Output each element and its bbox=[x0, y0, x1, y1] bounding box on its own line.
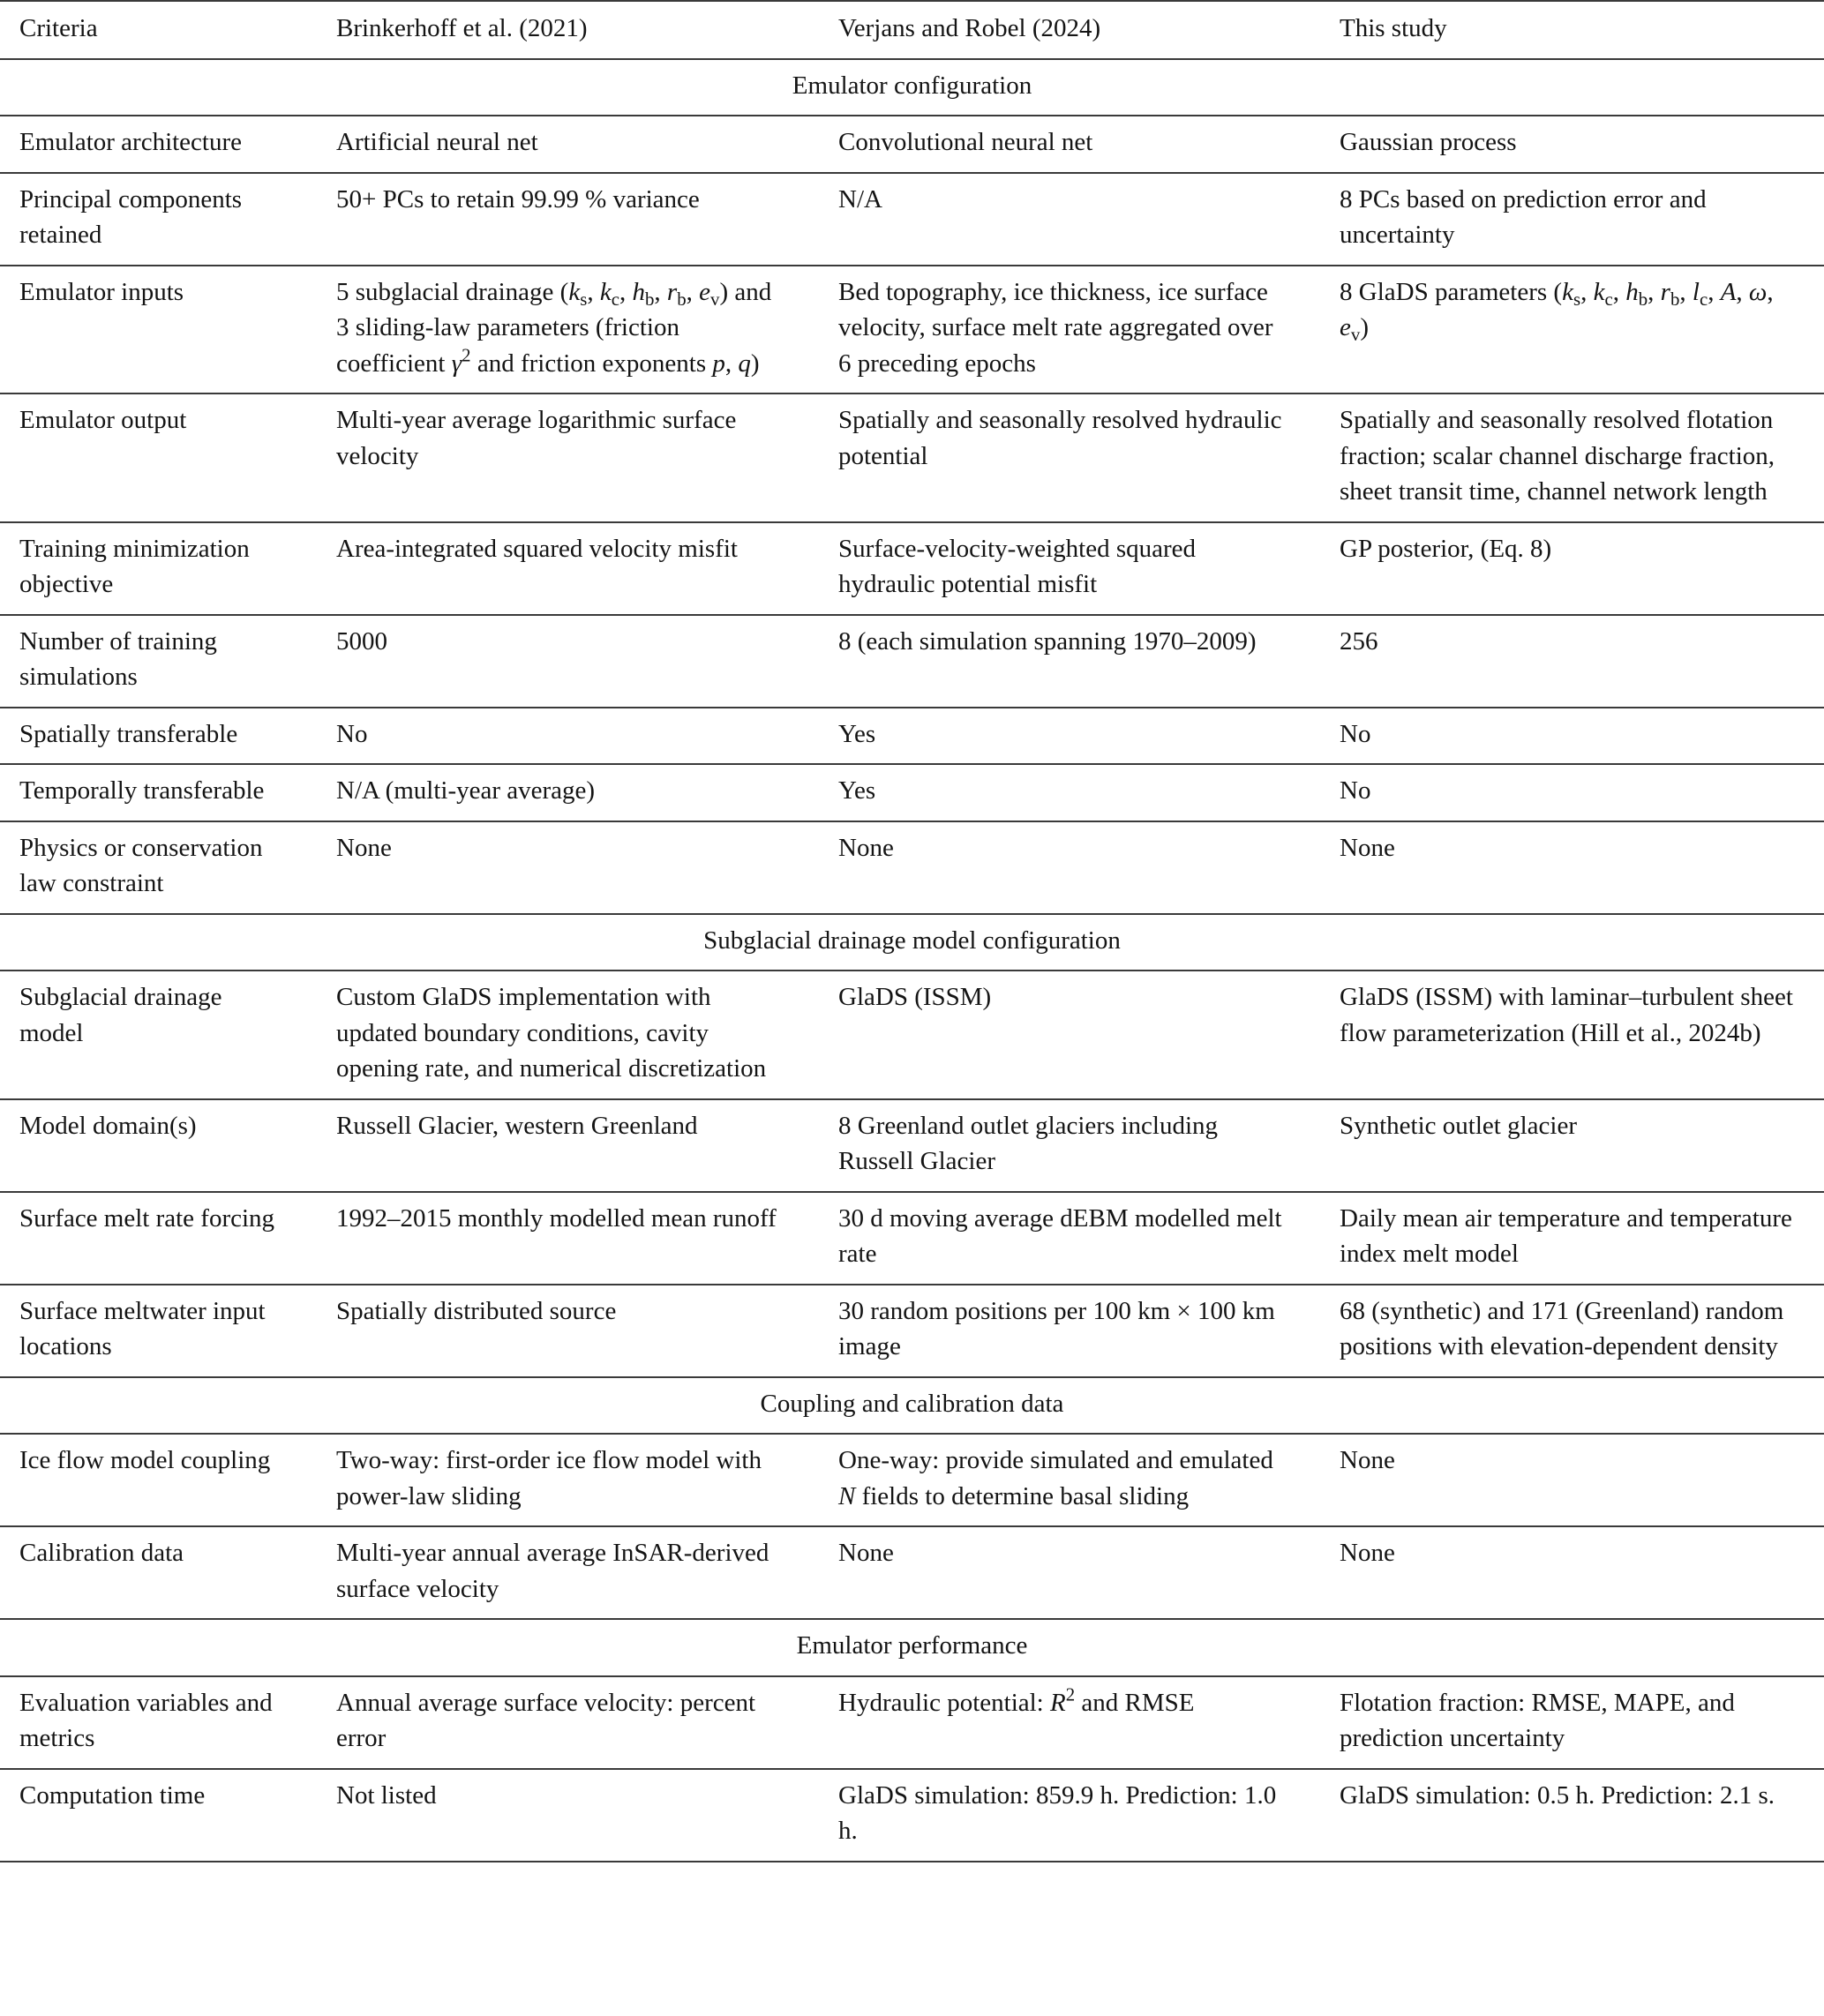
criteria-cell: Spatially transferable bbox=[0, 708, 316, 765]
table-row bbox=[0, 1676, 1824, 1769]
cell-col1: Custom GlaDS implementation with updated boundary conditions, cavity opening rate, and numerical discretization bbox=[316, 971, 817, 1099]
cell-col2: Surface-velocity-weighted squared hydraulic potential misfit bbox=[817, 522, 1318, 615]
header-brinkerhoff: Brinkerhoff et al. (2021) bbox=[316, 1, 817, 59]
table-header-row bbox=[0, 1, 1824, 59]
criteria-cell: Evaluation variables and metrics bbox=[0, 1676, 316, 1769]
section-title-subglacial-drainage-model-configuration: Subglacial drainage model configuration bbox=[0, 914, 1824, 971]
table-row bbox=[0, 116, 1824, 173]
cell-col1: None bbox=[316, 821, 817, 914]
table-row bbox=[0, 1099, 1824, 1192]
cell-col2: Yes bbox=[817, 764, 1318, 821]
table-row bbox=[0, 764, 1824, 821]
header-verjans-robel: Verjans and Robel (2024) bbox=[817, 1, 1318, 59]
cell-col2: 8 Greenland outlet glaciers including Russell Glacier bbox=[817, 1099, 1318, 1192]
table-row bbox=[0, 173, 1824, 266]
section-row bbox=[0, 914, 1824, 971]
cell-col2: Yes bbox=[817, 708, 1318, 765]
cell-col2: Convolutional neural net bbox=[817, 116, 1318, 173]
table-row bbox=[0, 393, 1824, 522]
cell-col1: N/A (multi-year average) bbox=[316, 764, 817, 821]
cell-col1: Multi-year average logarithmic surface velocity bbox=[316, 393, 817, 522]
header-this-study: This study bbox=[1318, 1, 1824, 59]
table-row bbox=[0, 1769, 1824, 1862]
table-body bbox=[0, 59, 1824, 1862]
table-row bbox=[0, 1434, 1824, 1526]
cell-col3: Flotation fraction: RMSE, MAPE, and prediction uncertainty bbox=[1318, 1676, 1824, 1769]
criteria-cell: Model domain(s) bbox=[0, 1099, 316, 1192]
criteria-cell: Surface melt rate forcing bbox=[0, 1192, 316, 1285]
table-row bbox=[0, 1526, 1824, 1619]
cell-col1: Artificial neural net bbox=[316, 116, 817, 173]
cell-col1: 5 subglacial drainage ($k_s$, $k_c$, $h_b$, $r_b$, $e_v$) and 3 sliding-law parameters (friction coefficient $\gamma^2$ and friction exponents p, q) bbox=[316, 266, 817, 394]
criteria-cell: Physics or conservation law constraint bbox=[0, 821, 316, 914]
cell-col1: Annual average surface velocity: percent error bbox=[316, 1676, 817, 1769]
cell-col3: None bbox=[1318, 821, 1824, 914]
cell-col1: Two-way: first-order ice flow model with power-law sliding bbox=[316, 1434, 817, 1526]
cell-col2: Spatially and seasonally resolved hydraulic potential bbox=[817, 393, 1318, 522]
cell-col3: 256 bbox=[1318, 615, 1824, 708]
cell-col2: N/A bbox=[817, 173, 1318, 266]
cell-col2: 30 random positions per 100 km × 100 km image bbox=[817, 1285, 1318, 1377]
cell-col3: 8 PCs based on prediction error and uncertainty bbox=[1318, 173, 1824, 266]
cell-col3: None bbox=[1318, 1526, 1824, 1619]
section-title-emulator-configuration: Emulator configuration bbox=[0, 59, 1824, 116]
table-row bbox=[0, 1192, 1824, 1285]
criteria-cell: Ice flow model coupling bbox=[0, 1434, 316, 1526]
table-row bbox=[0, 821, 1824, 914]
cell-col3: No bbox=[1318, 708, 1824, 765]
cell-col3: GlaDS (ISSM) with laminar–turbulent sheet flow parameterization (Hill et al., 2024b) bbox=[1318, 971, 1824, 1099]
cell-col2: One-way: provide simulated and emulated N fields to determine basal sliding bbox=[817, 1434, 1318, 1526]
table-row bbox=[0, 615, 1824, 708]
cell-col1: Area-integrated squared velocity misfit bbox=[316, 522, 817, 615]
cell-col2: GlaDS simulation: 859.9 h. Prediction: 1.0 h. bbox=[817, 1769, 1318, 1862]
section-row bbox=[0, 1619, 1824, 1676]
section-row bbox=[0, 59, 1824, 116]
cell-col1: Multi-year annual average InSAR-derived surface velocity bbox=[316, 1526, 817, 1619]
cell-col3: Spatially and seasonally resolved flotation fraction; scalar channel discharge fraction, sheet transit time, channel network length bbox=[1318, 393, 1824, 522]
criteria-cell: Emulator output bbox=[0, 393, 316, 522]
section-title-emulator-performance: Emulator performance bbox=[0, 1619, 1824, 1676]
cell-col3: 68 (synthetic) and 171 (Greenland) random positions with elevation-dependent density bbox=[1318, 1285, 1824, 1377]
cell-col2: Hydraulic potential: $R^2$ and RMSE bbox=[817, 1676, 1318, 1769]
cell-col3: GP posterior, (Eq. 8) bbox=[1318, 522, 1824, 615]
cell-col1: 1992–2015 monthly modelled mean runoff bbox=[316, 1192, 817, 1285]
cell-col1: 5000 bbox=[316, 615, 817, 708]
table-row bbox=[0, 522, 1824, 615]
criteria-cell: Temporally transferable bbox=[0, 764, 316, 821]
section-row bbox=[0, 1377, 1824, 1435]
table-row bbox=[0, 1285, 1824, 1377]
criteria-cell: Number of training simulations bbox=[0, 615, 316, 708]
cell-col3: No bbox=[1318, 764, 1824, 821]
criteria-cell: Emulator inputs bbox=[0, 266, 316, 394]
section-title-coupling-and-calibration-data: Coupling and calibration data bbox=[0, 1377, 1824, 1435]
table-row bbox=[0, 971, 1824, 1099]
cell-col3: Daily mean air temperature and temperature index melt model bbox=[1318, 1192, 1824, 1285]
cell-col1: Russell Glacier, western Greenland bbox=[316, 1099, 817, 1192]
criteria-cell: Emulator architecture bbox=[0, 116, 316, 173]
cell-col2: GlaDS (ISSM) bbox=[817, 971, 1318, 1099]
criteria-cell: Calibration data bbox=[0, 1526, 316, 1619]
criteria-cell: Surface meltwater input locations bbox=[0, 1285, 316, 1377]
cell-col2: 8 (each simulation spanning 1970–2009) bbox=[817, 615, 1318, 708]
criteria-cell: Subglacial drainage model bbox=[0, 971, 316, 1099]
criteria-cell: Principal components retained bbox=[0, 173, 316, 266]
cell-col1: 50+ PCs to retain 99.99 % variance bbox=[316, 173, 817, 266]
header-criteria: Criteria bbox=[0, 1, 316, 59]
cell-col2: None bbox=[817, 1526, 1318, 1619]
cell-col3: Synthetic outlet glacier bbox=[1318, 1099, 1824, 1192]
cell-col3: None bbox=[1318, 1434, 1824, 1526]
table-row bbox=[0, 266, 1824, 394]
cell-col1: Spatially distributed source bbox=[316, 1285, 817, 1377]
cell-col3: GlaDS simulation: 0.5 h. Prediction: 2.1 s. bbox=[1318, 1769, 1824, 1862]
criteria-cell: Computation time bbox=[0, 1769, 316, 1862]
cell-col2: None bbox=[817, 821, 1318, 914]
table-row bbox=[0, 708, 1824, 765]
cell-col3: 8 GlaDS parameters ($k_s$, $k_c$, $h_b$, $r_b$, $l_c$, A, ω, $e_v$) bbox=[1318, 266, 1824, 394]
cell-col2: 30 d moving average dEBM modelled melt rate bbox=[817, 1192, 1318, 1285]
cell-col1: No bbox=[316, 708, 817, 765]
cell-col1: Not listed bbox=[316, 1769, 817, 1862]
cell-col3: Gaussian process bbox=[1318, 116, 1824, 173]
criteria-cell: Training minimization objective bbox=[0, 522, 316, 615]
cell-col2: Bed topography, ice thickness, ice surface velocity, surface melt rate aggregated over 6 preceding epochs bbox=[817, 266, 1318, 394]
